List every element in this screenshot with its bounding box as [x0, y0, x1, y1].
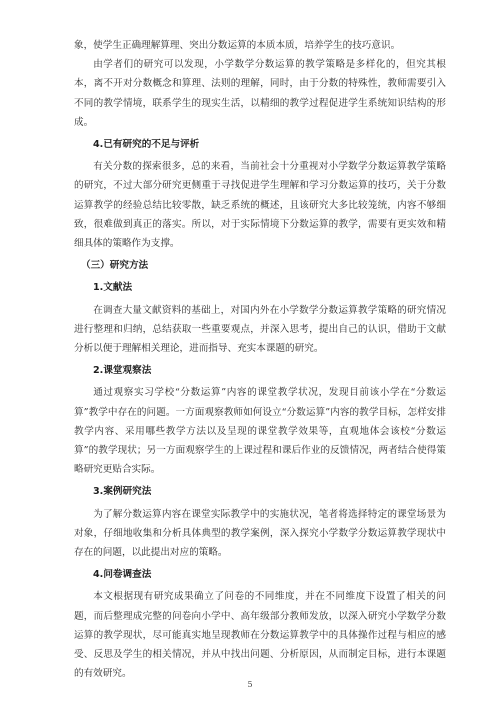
- heading-case-study-method: 3.案例研究法: [93, 486, 152, 498]
- paragraph-summary: 由学者们的研究可以发现，小学数学分数运算的教学策略是多样化的，但究其根本，离不开对分数概念和算理、法则的理解，同时，由于分数的特殊性，教师需要引入不同的教学情境，联系学生的现实生活，以精细的教学过程促进学生系统知识结构的形成。: [74, 59, 446, 128]
- paragraph-survey-method: 本文根据现有研究成果确立了问卷的不同维度，并在不同维度下设置了相关的问题，而后整理成完整的问卷向小学中、高年级部分教师发放，以深入研究小学数学分数运算的教学现状，尽可能真实地呈现教师在分数运算教学中的具体操作过程与相应的感受、反思及学生的相关情况，并从中找出问题、分析原因，从而制定目标，进行本课题的有效研究。: [74, 591, 446, 680]
- paragraph-research-gaps: 有关分数的探索很多，总的来看，当前社会十分重视对小学数学分数运算教学策略的研究，不过大部分研究更侧重于寻找促进学生理解和学习分数运算的技巧，关于分数运算教学的经验总结比较零散，缺乏系统的概述，且该研究大多比较笼统，内容不够细致，很难做到真正的落实。所以，对于实际情境下分数运算的教学，需要有更实效和精细具体的策略作为支撑。: [74, 161, 446, 250]
- paragraph-observation-method: 通过观察实习学校“分数运算”内容的课堂教学状况，发现目前该小学在“分数运算”教学中存在的问题。一方面观察教师如何设立“分数运算”内容的教学目标，怎样安排教学内容、采用哪些教学方法以及呈现的课堂教学效果等，直观地体会该校“分数运算”的教学现状；另一方面观察学生的上课过程和课后作业的反馈情况，两者结合使得策略研究更贴合实际。: [74, 387, 446, 476]
- paragraph-literature-method: 在调查大量文献资料的基础上，对国内外在小学数学分数运算教学策略的研究情况进行整理和归纳，总结获取一些重要观点，并深入思考，提出自己的认识，借助于文献分析以便于理解相关理论，进而指导、充实本课题的研究。: [74, 304, 446, 355]
- heading-observation-method: 2.课堂观察法: [93, 365, 152, 377]
- heading-survey-method: 4.问卷调查法: [93, 569, 152, 581]
- heading-literature-method: 1.文献法: [93, 282, 133, 294]
- heading-research-gaps: 4.已有研究的不足与评析: [93, 139, 200, 151]
- paragraph-continuation: 象，使学生正确理解算理、突出分数运算的本质本质，培养学生的技巧意识。: [74, 40, 401, 51]
- heading-research-methods: （三）研究方法: [81, 260, 149, 272]
- page-number: 5: [247, 680, 253, 689]
- paragraph-case-study-method: 为了解分数运算内容在课堂实际教学中的实施状况，笔者将选择特定的课堂场景为对象，仔细地收集和分析具体典型的教学案例，深入探究小学数学分数运算教学现状中存在的问题，以此提出对应的策略。: [74, 508, 446, 559]
